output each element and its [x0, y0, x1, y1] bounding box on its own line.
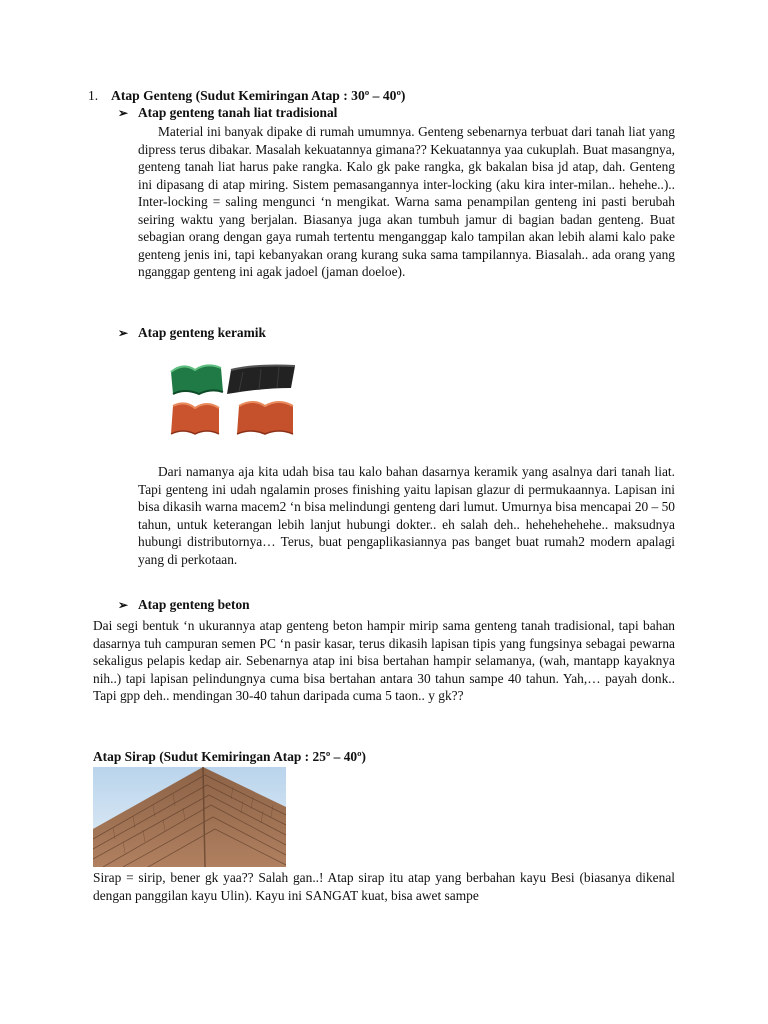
paragraph-tanah-liat: Material ini banyak dipake di rumah umumnya. Genteng sebenarnya terbuat dari tanah liat yang dipress terus dibakar. Masalah kekuatannya gimana?? Kekuatannya yaa cukuplah. Buat masangnya, genteng tanah liat harus pake rangka. Kalo gk pake rangka, gk bakalan bisa jd atap, dah. Genteng ini dipasang di atap miring. Sistem pemasangannya inter-locking (aku kira inter-milan.. hehehe..).. Inter-locking = saling mengunci ‘n mengikat. Warna sama penampilan genteng ini pasti berubah seiring waktu yang berjalan. Biasanya juga akan tumbuh jamur di bagian badan genteng. Buat sebagian orang dengan gaya rumah tertentu menganggap kalo tampilan akan lebih alami kalo pake genteng jenis ini, tapi kebanyakan orang kurang suka sama tampilannya. Biasalah.. ada orang yang nganggap genteng ini agak jadoel (jaman doeloe).	[138, 124, 675, 279]
subheading-keramik	[118, 325, 266, 341]
subheading-text: Atap genteng beton	[138, 597, 250, 612]
ceramic-roof-tiles-image	[165, 358, 300, 440]
arrow-bullet-icon: ➢	[118, 106, 129, 120]
arrow-bullet-icon: ➢	[118, 326, 129, 340]
subheading-tanah-liat	[118, 105, 337, 121]
red-tile-left-icon	[171, 403, 219, 434]
subheading-text: Atap genteng tanah liat tradisional	[138, 105, 338, 120]
subheading-text: Atap genteng keramik	[138, 325, 266, 340]
section-number: 1.	[88, 88, 99, 103]
arrow-bullet-icon: ➢	[118, 598, 129, 612]
paragraph-sirap: Sirap = sirip, bener gk yaa?? Salah gan..! Atap sirap itu atap yang berbahan kayu Besi (biasanya dikenal dengan panggilan kayu Ulin). Kayu ini SANGAT kuat, bisa awet sampe	[93, 870, 675, 903]
section-title: Atap Genteng (Sudut Kemiringan Atap : 30º – 40º)	[111, 88, 406, 103]
paragraph-beton: Dai segi bentuk ‘n ukurannya atap genteng beton hampir mirip sama genteng tanah tradisional, tapi bahan dasarnya tuh campuran semen PC ‘n pasir kasar, terus dikasih lapisan tipis yang fungsinya sebagai pewarna sekaligus pelapis kedap air. Sebenarnya atap ini bisa bertahan hampir selamanya, (wah, mantapp kayaknya nih..) tapi lapisan pelindungnya cuma bisa bertahan antara 30 tahun sampe 40 tahun. Yah,… payah donk.. Tapi gpp deh.. mendingan 30-40 tahun daripada cuma 5 taon.. y gk??	[93, 618, 675, 703]
wooden-shingle-roof-image	[93, 767, 286, 867]
section-heading-sirap: Atap Sirap (Sudut Kemiringan Atap : 25º – 40º)	[93, 749, 366, 764]
red-tile-right-icon	[237, 402, 293, 434]
paragraph-keramik: Dari namanya aja kita udah bisa tau kalo bahan dasarnya keramik yang asalnya dari tanah liat. Tapi genteng ini udah ngalamin proses finishing yaitu lapisan glazur di permukaannya. Lapisan ini bisa dikasih warna macem2 ‘n bisa melindungi genteng dari lumut. Umurnya bisa mencapai 20 – 50 tahun, untuk keterangan lebih lanjut hubungi dokter.. eh salah deh.. hehehehehehe.. maksudnya hubungi distributornya… Terus, buat pengaplikasiannya pas banget buat rumah2 modern apalagi yang di perkotaan.	[138, 464, 675, 567]
green-tile-icon	[171, 365, 223, 394]
section-heading-genteng	[88, 88, 405, 104]
subheading-beton	[118, 597, 250, 613]
black-tile-icon	[227, 366, 295, 395]
